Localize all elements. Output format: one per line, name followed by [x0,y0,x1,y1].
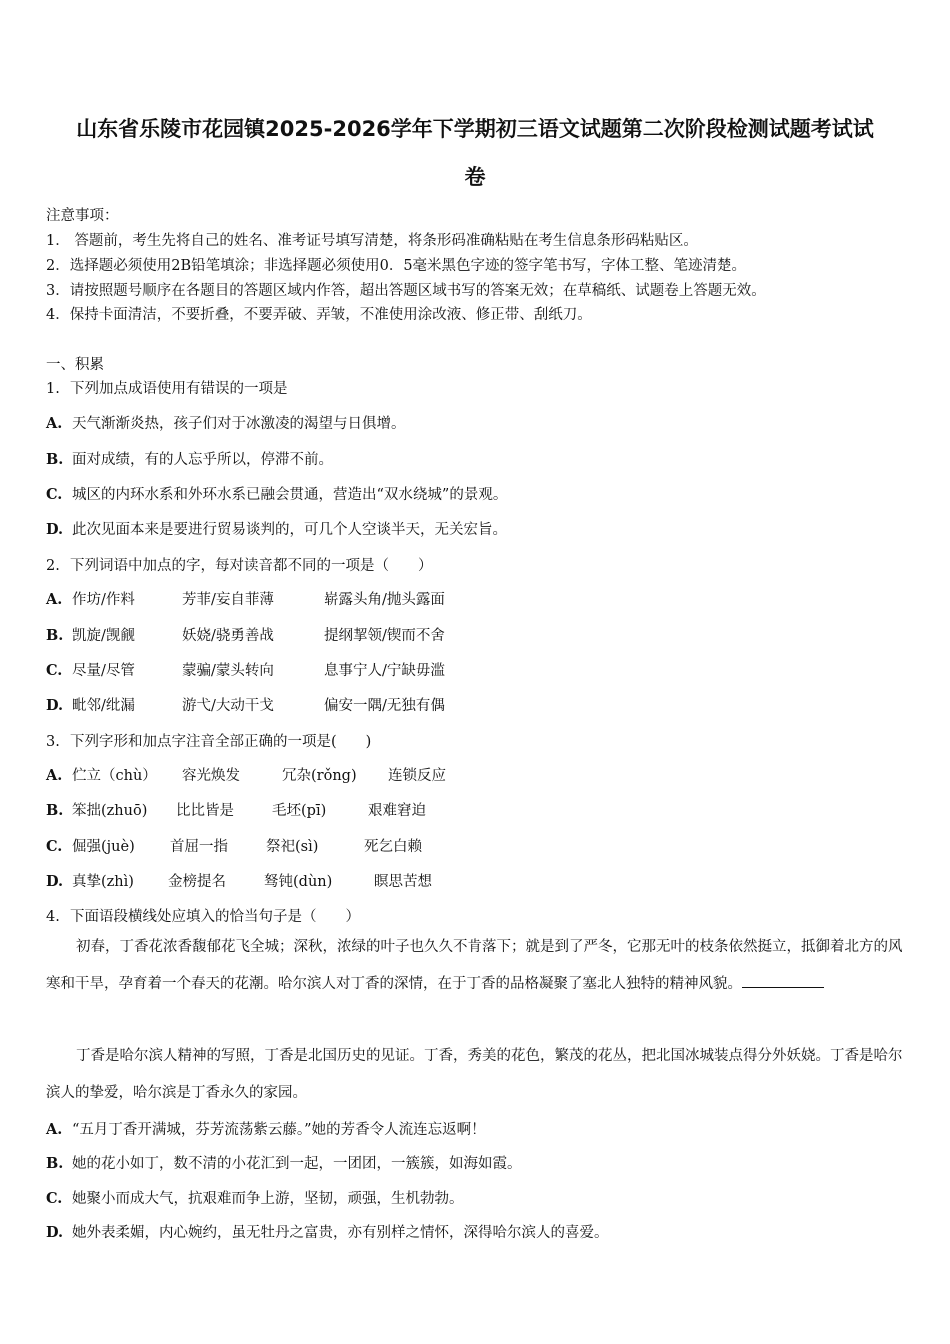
option-letter: D. [46,521,64,538]
page-title-continuation: 卷 [464,165,486,189]
option-cell: 息事宁人/宁缺毋滥 [324,663,445,679]
option-letter: C. [46,838,63,855]
question-3-stem [46,730,371,751]
option-row[interactable] [46,448,333,469]
option-cell: 凯旋/觊觎 [72,628,135,644]
option-row[interactable] [46,588,445,609]
option-cell: 连锁反应 [388,768,446,784]
option-cell: 驽钝(dùn) [264,874,333,890]
option-letter: A. [46,1121,63,1138]
option-cell: 提纲挈领/锲而不舍 [324,628,445,644]
question-4-stem [46,905,360,926]
question-number: 2. [46,558,60,574]
option-cell: 祭祀(sì) [266,839,319,855]
answer-blank [742,973,824,988]
option-letter: B. [46,627,64,644]
question-text: 下面语段横线处应填入的恰当句子是（ ） [70,909,360,925]
question-number: 3. [46,734,60,750]
option-letter: D. [46,697,64,714]
option-cell: 尽量/尽管 [72,663,135,679]
option-cell: 作坊/作料 [72,592,135,608]
option-cell: 毗邻/纰漏 [72,698,135,714]
option-cell: 蒙骗/蒙头转向 [182,663,274,679]
option-text: 她外表柔媚，内心婉约，虽无牡丹之富贵，亦有别样之情怀，深得哈尔滨人的喜爱。 [72,1225,609,1241]
option-letter: B. [46,1155,64,1172]
option-row[interactable] [46,799,426,820]
option-letter: A. [46,767,63,784]
question-text: 下列字形和加点字注音全部正确的一项是( ) [70,734,372,750]
option-cell: 比比皆是 [176,803,234,819]
option-cell: 真挚(zhì) [72,874,134,890]
option-cell: 容光焕发 [182,768,240,784]
option-cell: 偏安一隅/无独有偶 [324,698,445,714]
option-row[interactable] [46,1221,609,1242]
option-row[interactable] [46,412,406,433]
option-letter: C. [46,662,63,679]
option-letter: B. [46,802,64,819]
option-text: “五月丁香开满城，芬芳流荡紫云藤。”她的芳香令人流连忘返啊！ [72,1122,486,1138]
option-row[interactable] [46,835,422,856]
option-row[interactable] [46,483,507,504]
option-cell: 艰难窘迫 [368,803,426,819]
option-text: 面对成绩，有的人忘乎所以，停滞不前。 [72,452,333,468]
option-cell: 妖娆/骁勇善战 [182,628,274,644]
option-text: 她的花小如丁，数不清的小花汇到一起，一团团，一簇簇，如海如霞。 [72,1156,522,1172]
option-cell: 死乞白赖 [364,839,422,855]
notes-heading: 注意事项： [46,208,119,224]
option-letter: D. [46,873,64,890]
option-cell: 冗杂(rǒng) [282,768,357,784]
option-cell: 首屈一指 [170,839,228,855]
section-heading: 一、积累 [46,357,104,373]
note-item: 3．请按照题号顺序在各题目的答题区域内作答，超出答题区域书写的答案无效；在草稿纸、试题卷上答题无效。 [46,283,766,299]
page-title: 山东省乐陵市花园镇2025-2026学年下学期初三语文试题第二次阶段检测试题考试试 [76,117,874,141]
option-row[interactable] [46,870,432,891]
option-text: 此次见面本来是要进行贸易谈判的，可几个人空谈半天，无关宏旨。 [72,522,507,538]
option-row[interactable] [46,518,507,539]
note-item: 1． 答题前，考生先将自己的姓名、准考证号填写清楚，将条形码准确粘贴在考生信息条形码粘贴区。 [46,233,698,249]
option-row[interactable] [46,764,446,785]
note-item: 4．保持卡面清洁，不要折叠，不要弄破、弄皱，不准使用涂改液、修正带、刮纸刀。 [46,307,592,323]
option-cell: 芳菲/妄自菲薄 [182,592,274,608]
question-text: 下列词语中加点的字，每对读音都不同的一项是（ ） [70,558,433,574]
option-cell: 倔强(juè) [72,839,135,855]
option-row[interactable] [46,624,445,645]
option-text: 天气渐渐炎热，孩子们对于冰激凌的渴望与日俱增。 [72,416,406,432]
passage-text: 丁香是哈尔滨人精神的写照，丁香是北国历史的见证。丁香，秀美的花色，繁茂的花丛，把北国冰城装点得分外妖娆。丁香是哈尔滨人的挚爱，哈尔滨是丁香永久的家园。 [46,1048,903,1101]
option-row[interactable] [46,694,445,715]
option-letter: A. [46,591,63,608]
option-row[interactable] [46,1152,522,1173]
option-cell: 游弋/大动干戈 [182,698,274,714]
question-number: 4. [46,909,60,925]
option-row[interactable] [46,659,445,680]
option-row[interactable] [46,1118,486,1139]
option-letter: C. [46,1190,63,1207]
option-letter: B. [46,451,64,468]
option-cell: 伫立（chù） [72,768,157,784]
option-cell: 金榜提名 [168,874,226,890]
question-text: 下列加点成语使用有错误的一项是 [70,381,288,397]
option-row[interactable] [46,1187,464,1208]
option-cell: 毛坯(pī) [272,803,327,819]
question-1-stem [46,377,288,398]
reading-passage-2 [46,1038,908,1112]
note-item: 2．选择题必须使用2B铅笔填涂；非选择题必须使用0．5毫米黑色字迹的签字笔书写，字体工整、笔迹清楚。 [46,258,747,274]
option-cell: 笨拙(zhuō) [72,803,148,819]
option-cell: 瞑思苦想 [374,874,432,890]
question-number: 1. [46,381,60,397]
option-letter: C. [46,486,63,503]
reading-passage-1 [46,929,908,1003]
option-letter: D. [46,1224,64,1241]
question-2-stem [46,554,433,575]
passage-text: 初春，丁香花浓香馥郁花飞全城；深秋，浓绿的叶子也久久不肯落下；就是到了严冬，它那无叶的枝条依然挺立，抵御着北方的风寒和干旱，孕育着一个春天的花潮。哈尔滨人对丁香的深情，在于丁香的品格凝聚了塞北人独特的精神风貌。 [46,939,903,992]
option-text: 城区的内环水系和外环水系已融会贯通，营造出“双水绕城”的景观。 [72,487,508,503]
option-cell: 崭露头角/抛头露面 [324,592,445,608]
option-letter: A. [46,415,63,432]
option-text: 她聚小而成大气，抗艰难而争上游，坚韧，顽强，生机勃勃。 [72,1191,464,1207]
